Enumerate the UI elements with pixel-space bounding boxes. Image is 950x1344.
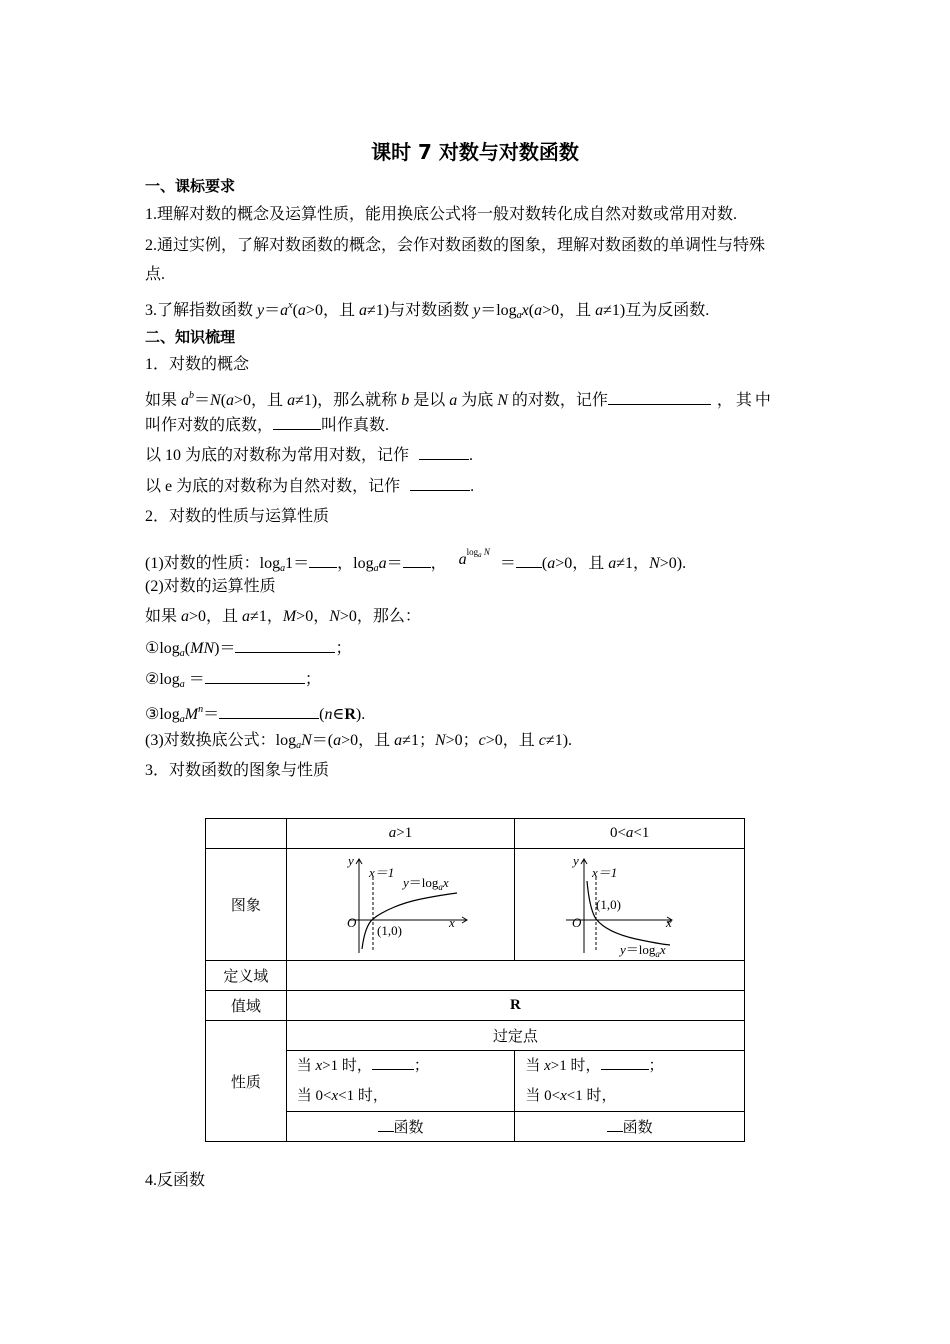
- natural-log-line: 以 e 为底的对数称为自然对数，记作 .: [145, 478, 475, 495]
- log-basic-properties: (1)对数的性质：$\log_a1=$ ，$\log_aa=$ ， $a^{log_a N}= (a>0$，且 a≠1，N>0).: [145, 547, 687, 574]
- standard-item-2-line1: 2.通过实例，了解对数函数的概念，会作对数函数的图象，理解对数函数的单调性与特殊: [145, 237, 766, 254]
- graph-decreasing-log: [560, 853, 700, 957]
- standard-item-2-line2: 点.: [145, 266, 166, 283]
- header-a-greater-1: a>1: [286, 819, 515, 849]
- row-label-properties: 性质: [206, 1021, 287, 1142]
- blank: [516, 553, 542, 568]
- graph-a-between-cell: [515, 849, 745, 961]
- blank: [410, 476, 470, 491]
- log-function-table: [205, 818, 745, 1142]
- fixed-point-cell: 过定点: [286, 1021, 744, 1051]
- rule-quotient: $②\log_a$ ＝ ；: [145, 671, 321, 690]
- monotonic-a-between: 函数: [515, 1112, 745, 1142]
- log-definition-line2: 叫作对数的底数， 叫作真数.: [145, 417, 390, 434]
- props-a-greater-1: 当 x>1 时， ； 当 0<x<1 时，: [286, 1051, 515, 1112]
- blank: [205, 669, 305, 684]
- blank: [608, 390, 711, 405]
- blank: [235, 638, 335, 653]
- curve-label: $y=\log_ax$: [402, 874, 449, 892]
- subheading-log-properties: 2．对数的性质与运算性质: [145, 508, 330, 525]
- log-conditions: 如果 a>0，且 a≠1，M>0，N>0，那么：: [145, 608, 421, 625]
- graph-a-greater-1-cell: [286, 849, 515, 961]
- blank: [273, 415, 321, 430]
- subheading-log-concept: 1．对数的概念: [145, 356, 250, 373]
- point-label: (1,0): [595, 896, 621, 912]
- row-label-graph: 图象: [206, 849, 287, 961]
- standard-item-1: 1.理解对数的概念及运算性质，能用换底公式将一般对数转化成自然对数或常用对数.: [145, 206, 738, 223]
- graph-increasing-log: [331, 853, 471, 957]
- row-label-domain: 定义域: [206, 961, 287, 991]
- blank: [378, 1117, 394, 1132]
- section-heading-standards: 一、课标要求: [145, 177, 236, 195]
- monotonic-a-greater-1: 函数: [286, 1112, 515, 1142]
- blank: [403, 553, 431, 568]
- point-label: (1,0): [376, 922, 402, 938]
- section-inverse-function: 4.反函数: [145, 1172, 206, 1189]
- props-a-between: 当 x>1 时， ； 当 0<x<1 时，: [515, 1051, 745, 1112]
- axis-y-label: y: [572, 852, 579, 868]
- row-label-range: 值域: [206, 991, 287, 1021]
- log-definition-line1: 如果 $a^b=N(a>0$，且 a≠1)，那么就称 b 是以 a 为底 N 的对数，记作 ，其中: [145, 390, 774, 409]
- page-title: 课时 7 对数与对数函数: [371, 140, 579, 164]
- header-a-between-0-1: 0<a<1: [515, 819, 745, 849]
- origin-label: O: [346, 914, 356, 930]
- blank: [607, 1117, 623, 1132]
- curve-label: $y=\log_ax$: [619, 941, 666, 957]
- subheading-log-function: 3．对数函数的图象与性质: [145, 762, 330, 779]
- change-of-base: (3)对数换底公式：$\log_aN=(a>0$，且 a≠1；N>0；c>0，且 c≠1).: [145, 732, 573, 751]
- blank: [419, 445, 469, 460]
- blank: [601, 1055, 649, 1070]
- log-operation-heading: (2)对数的运算性质: [145, 578, 276, 595]
- table-corner-cell: [206, 819, 287, 849]
- blank: [309, 553, 337, 568]
- standard-item-3: 3.了解指数函数 $y=a^x(a>0$，且 a≠1)与对数函数 $y=\log_ax(a>0$，且 a≠1)互为反函数.: [145, 300, 710, 321]
- domain-value-cell: [286, 961, 744, 991]
- rule-product: $①\log_a(MN)=$ ；: [145, 640, 352, 659]
- origin-label: O: [571, 914, 582, 930]
- axis-y-label: y: [347, 852, 354, 868]
- axis-x-label: x: [448, 914, 455, 930]
- section-heading-knowledge: 二、知识梳理: [145, 328, 236, 346]
- rule-power: $③\log_aM^n=$ (n∈R).: [145, 704, 366, 725]
- range-value-cell: R: [286, 991, 744, 1021]
- line-x1-label: x＝1: [591, 864, 617, 880]
- axis-x-label: x: [665, 914, 672, 930]
- blank: [219, 704, 319, 719]
- line-x1-label: x＝1: [368, 864, 394, 880]
- common-log-line: 以 10 为底的对数称为常用对数，记作 .: [145, 447, 474, 464]
- blank: [372, 1055, 414, 1070]
